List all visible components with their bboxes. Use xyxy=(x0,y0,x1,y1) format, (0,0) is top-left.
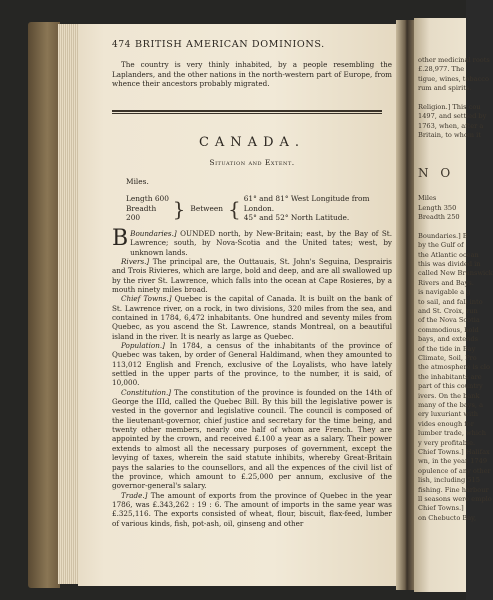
population-text: In 1784, a census of the inhabitants of the province of Quebec was taken, by order of General Haldimand, when they amounted to 113,012 English and French, exclusive of the Loyalists, who have lately settled in the upper parts of the province, to the number, it is said, of 10,000. xyxy=(112,341,392,388)
extent-breadth: Breadth 200 xyxy=(126,203,157,223)
chief-towns-paragraph xyxy=(112,294,392,341)
right-page-line: to sail, and fall into xyxy=(418,297,483,306)
boundaries-label: Boundaries.] xyxy=(130,228,177,238)
right-page-line: N O xyxy=(418,165,455,180)
right-page-line: ivers. On the bank xyxy=(418,391,480,400)
population-paragraph xyxy=(112,341,392,388)
right-page-line: Climate, Soil, Pro xyxy=(418,354,477,362)
right-page-line: bays, and extends xyxy=(418,335,478,344)
right-page-line: the atmosphere is clo xyxy=(418,363,490,372)
brace-right: } xyxy=(172,196,186,221)
right-page-line: Breadth 250 xyxy=(418,213,460,221)
right-page-fragments xyxy=(414,18,493,592)
page-edges xyxy=(58,24,80,584)
right-page-line: Religion.] This cou xyxy=(418,103,481,111)
right-page-line: wn, in the year 1749 xyxy=(418,457,488,466)
constitution-paragraph xyxy=(112,388,392,491)
right-page-line: ery luxuriant with xyxy=(418,410,479,419)
right-page-line: 1497, and settled by xyxy=(418,112,487,121)
chief-towns-text: Quebec is the capital of Canada. It is built on the bank of St. Lawrence river, on a rock, in two divisions, 320 miles from the sea, and contained in 1784, 6,472 inhabitants. One hundred and seventy miles from Quebec, as you ascend the St. Lawrence, stands Montreal, on a beautiful island in the river. It is nearly as large as Quebec. xyxy=(112,294,393,341)
right-page-line: Chief Towns.] Halifax xyxy=(418,448,490,456)
right-page-line: 1763, when, after a xyxy=(418,121,484,130)
page-header xyxy=(112,40,392,50)
boundaries-paragraph xyxy=(112,225,392,257)
right-page-line: Miles xyxy=(418,194,437,203)
rivers-paragraph xyxy=(112,257,392,294)
rivers-text: The principal are, the Outtauais, St. John's Seguina, Desprairis and Trois Rivieres, which are large, bold and deep, and are all swallowed up by the river St. Lawrence, which falls into the ocean at Cape Rosieres, by a mouth ninety miles broad. xyxy=(112,256,392,294)
right-page-line: rum and spirits. xyxy=(418,84,472,93)
right-page-line: fishing. Fine harbour xyxy=(418,485,489,494)
right-page-line: this was divided in xyxy=(418,260,481,268)
trade-text: The amount of exports from the province of Quebec in the year 1786, was £.343,262 : 19 : 6. The amount of imports in the same year was £.325,116. The exports consisted of wheat, flour, biscuit, flax-feed, lumber of various kinds, fish, pot-ash, oil, ginseng and other xyxy=(112,490,392,528)
section-title: Situation and Extent. xyxy=(209,157,295,167)
right-page-line: Boundaries.] B xyxy=(418,231,468,240)
right-page-line: of the tide in Bay xyxy=(418,344,476,353)
extent-coordinates xyxy=(244,194,392,223)
extent-table xyxy=(126,194,392,223)
right-page-line: Rivers and Bays. xyxy=(418,278,474,287)
extent-dimensions xyxy=(126,194,170,223)
drop-cap: B xyxy=(112,225,129,251)
extent-latitude: 45° and 52° North Latitude. xyxy=(243,213,350,223)
boundaries-text: OUNDED north, by New-Britain; east, by the Bay of St. Lawrence; south, by Nova-Scotia and the United tates; west, by unknown lands. xyxy=(130,228,392,257)
trade-label: Trade.] xyxy=(121,490,148,500)
right-page-line: ll seasons were emplo xyxy=(418,495,492,503)
chapter-rule xyxy=(112,110,382,114)
right-page-line: Length 350 xyxy=(418,203,457,212)
right-page-line: and St. Croix, run xyxy=(418,307,478,315)
right-page-line: vides enough for xyxy=(418,419,474,428)
right-page-line: y very profitable. xyxy=(418,438,476,447)
right-page-line: lish, including 515 xyxy=(418,476,480,485)
right-page-line: commodious, bold xyxy=(418,325,479,334)
right-page-line: is navigable a g xyxy=(418,288,471,297)
right-page-line: Chief Towns.] xyxy=(418,504,464,513)
book-cover-left xyxy=(28,22,60,588)
book-gutter xyxy=(396,20,416,590)
extent-longitude: 61° and 81° West Longitude from London. xyxy=(243,194,370,213)
extent-between: Between xyxy=(190,203,223,213)
right-page-line: tigue, wines, tobacco xyxy=(418,74,489,83)
left-page-content xyxy=(112,40,392,528)
right-page-line: the Atlantic ocean xyxy=(418,250,479,259)
right-page-line: by the Gulf of xyxy=(418,241,464,250)
chapter-title: CANADA. xyxy=(198,135,306,151)
right-page-line: Britain, to whom it xyxy=(418,131,481,140)
miles-label: Miles. xyxy=(126,177,149,187)
right-page-line: of the Nova Scotia xyxy=(418,316,480,325)
right-page-line: many of the bays, a xyxy=(418,401,484,409)
chief-towns-label: Chief Towns.] xyxy=(121,294,172,304)
rivers-label: Rivers.] xyxy=(121,256,150,266)
page-number: 474 xyxy=(112,40,131,50)
constitution-label: Constitution.] xyxy=(121,387,172,397)
trade-paragraph xyxy=(112,491,392,528)
right-page-line: other medicinal roots xyxy=(418,56,490,64)
right-page-line: lumber trade, which xyxy=(418,429,486,438)
intro-paragraph: The country is very thinly inhabited, by a people resembling the Laplanders, and the other nations in the north-western part of Europe, from whence their ancestors probably migrated. xyxy=(112,60,392,89)
right-page-line: the inhabitants are xyxy=(418,372,482,381)
extent-length: Length 600 xyxy=(126,194,169,204)
constitution-text: The constitution of the province is founded on the 14th of George the IIId, called the Quebec Bill. By this bill the legislative power is vested in the governor and legislative council. The council is composed of the lieutenant-governor, chief justice and secretary for the time being, and twenty other members, nearly one half of whom are French. They are appointed by the crown, and received £.100 a year as a salary. Their power extends to almost all the necessary purposes of government, except the levying of taxes, wherein the said statute inhibits, whereby Great-Britain pays the salaries to the counsellors, and all the expences of the civil list of the province, which amount to £.25,000 per annum, exclusive of the governor-general's salary. xyxy=(112,387,392,491)
running-head: BRITISH AMERICAN DOMINIONS. xyxy=(134,39,325,50)
brace-left: { xyxy=(228,196,241,221)
right-page-line: part of this country xyxy=(418,382,483,391)
right-page-line: on Chebucto Bay, xyxy=(418,513,477,522)
right-page-line: opulence of any other xyxy=(418,466,491,475)
population-label: Population.] xyxy=(121,341,165,351)
right-page-line: £.28,977. The xyxy=(418,65,465,74)
right-page-line: called New Brunswick xyxy=(418,269,493,278)
